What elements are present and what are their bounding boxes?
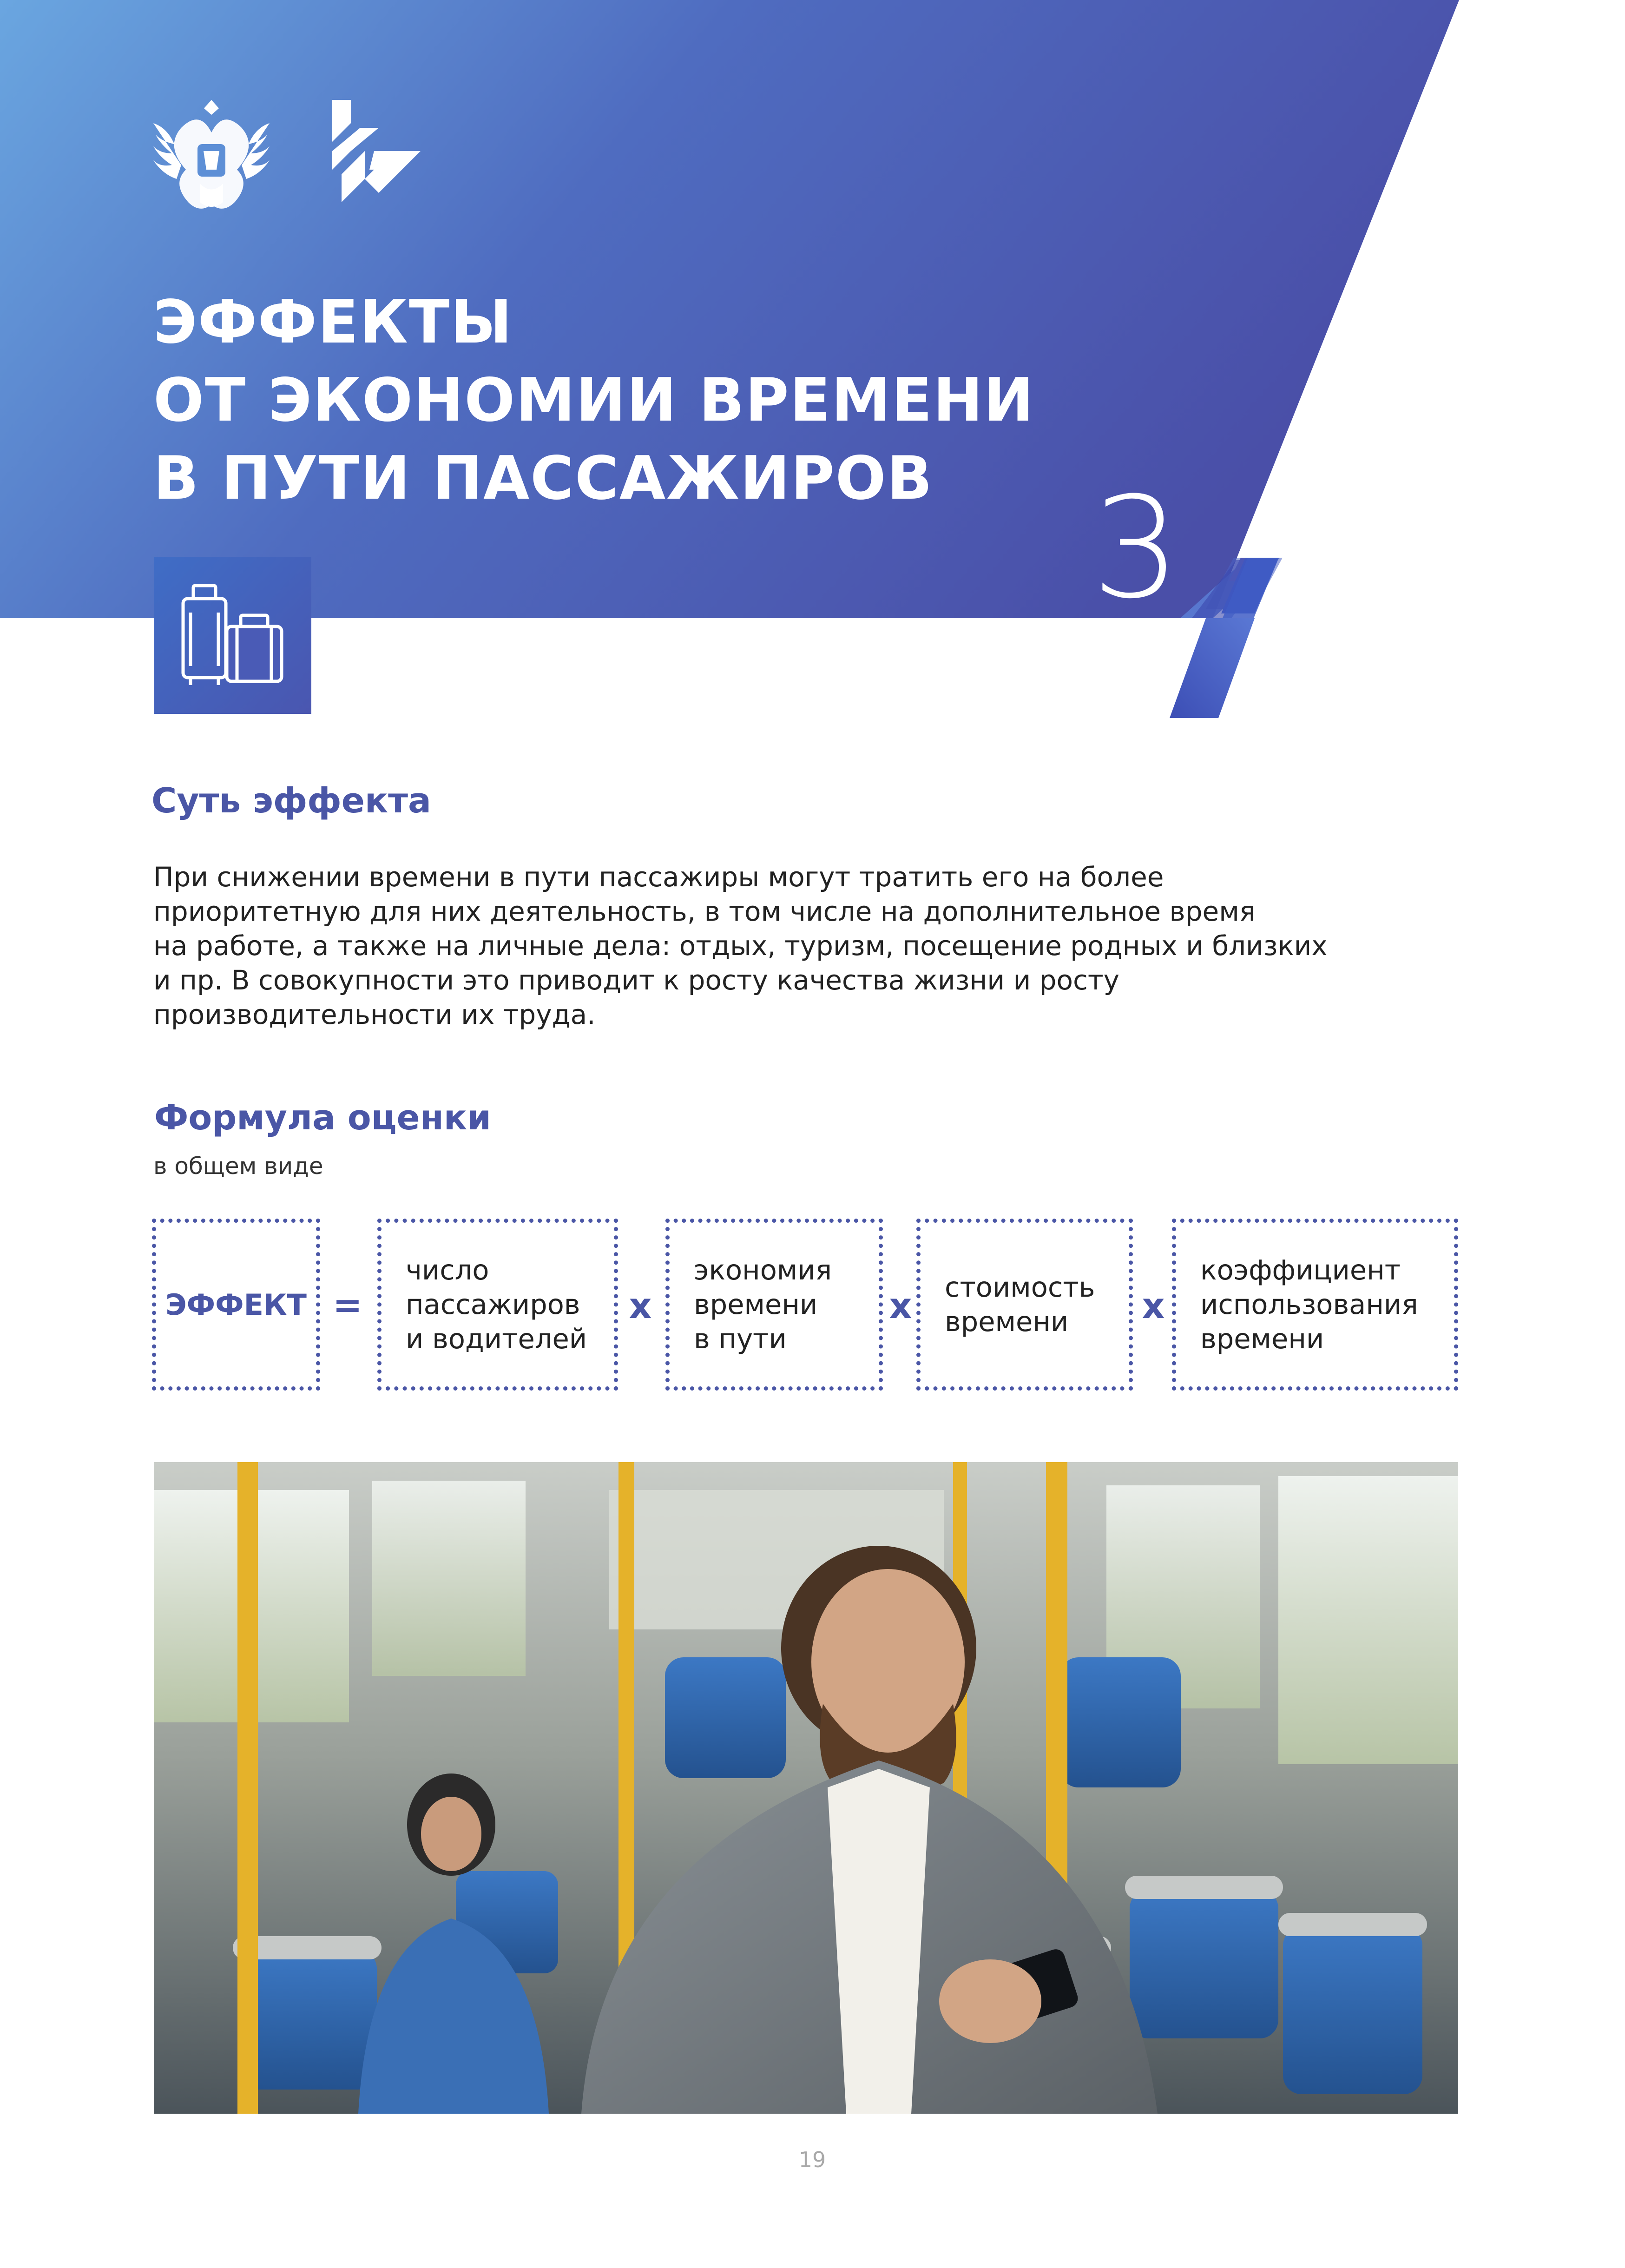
factor-line: число (406, 1254, 489, 1286)
factor-line: экономия (694, 1254, 832, 1286)
section-icon-box (154, 557, 311, 714)
paragraph-line: на работе, а также на личные дела: отдых, туризм, посещение родных и близких (153, 930, 1328, 962)
title-line: ОТ ЭКОНОМИИ ВРЕМЕНИ (153, 366, 1035, 435)
formula-result-label: ЭФФЕКТ (165, 1287, 307, 1322)
formula-times: x (629, 1285, 652, 1326)
factor-line: времени (945, 1305, 1069, 1338)
formula-factor-box (916, 1219, 1133, 1391)
formula-factor-box (377, 1219, 618, 1391)
factor-line: времени (694, 1288, 818, 1320)
page-number: 19 (798, 2147, 826, 2172)
bus-passengers-photo (154, 1462, 1458, 2114)
formula-factor-box (1172, 1219, 1458, 1391)
factor-line: коэффициент (1200, 1254, 1401, 1286)
section-number: 3 (1092, 467, 1181, 629)
photo-illustration (154, 1462, 1458, 2114)
title-line: ЭФФЕКТЫ (153, 288, 513, 357)
essence-heading: Суть эффекта (151, 781, 431, 821)
formula-subtitle: в общем виде (153, 1153, 323, 1180)
formula-times: x (889, 1285, 912, 1326)
luggage-icon (154, 557, 311, 714)
factor-line: времени (1200, 1323, 1324, 1355)
formula-times: x (1142, 1285, 1165, 1326)
factor-line: пассажиров (406, 1288, 580, 1320)
formula-factor-box (665, 1219, 883, 1391)
decor-stripe (1170, 618, 1255, 718)
formula-result-box (152, 1219, 320, 1391)
factor-line: и водителей (406, 1323, 587, 1355)
paragraph-line: При снижении времени в пути пассажиры могут тратить его на более (153, 861, 1164, 893)
formula-equals: = (333, 1284, 362, 1325)
title-line: В ПУТИ ПАССАЖИРОВ (153, 444, 934, 513)
essence-paragraph (153, 860, 1408, 1032)
paragraph-line: производительности их труда. (153, 999, 596, 1030)
factor-line: стоимость (945, 1271, 1095, 1303)
factor-line: в пути (694, 1323, 787, 1355)
factor-line: использования (1200, 1288, 1418, 1320)
paragraph-line: приоритетную для них деятельность, в том числе на дополнительное время (153, 896, 1256, 927)
paragraph-line: и пр. В совокупности это приводит к росту качества жизни и росту (153, 964, 1119, 996)
formula-heading: Формула оценки (154, 1098, 491, 1138)
